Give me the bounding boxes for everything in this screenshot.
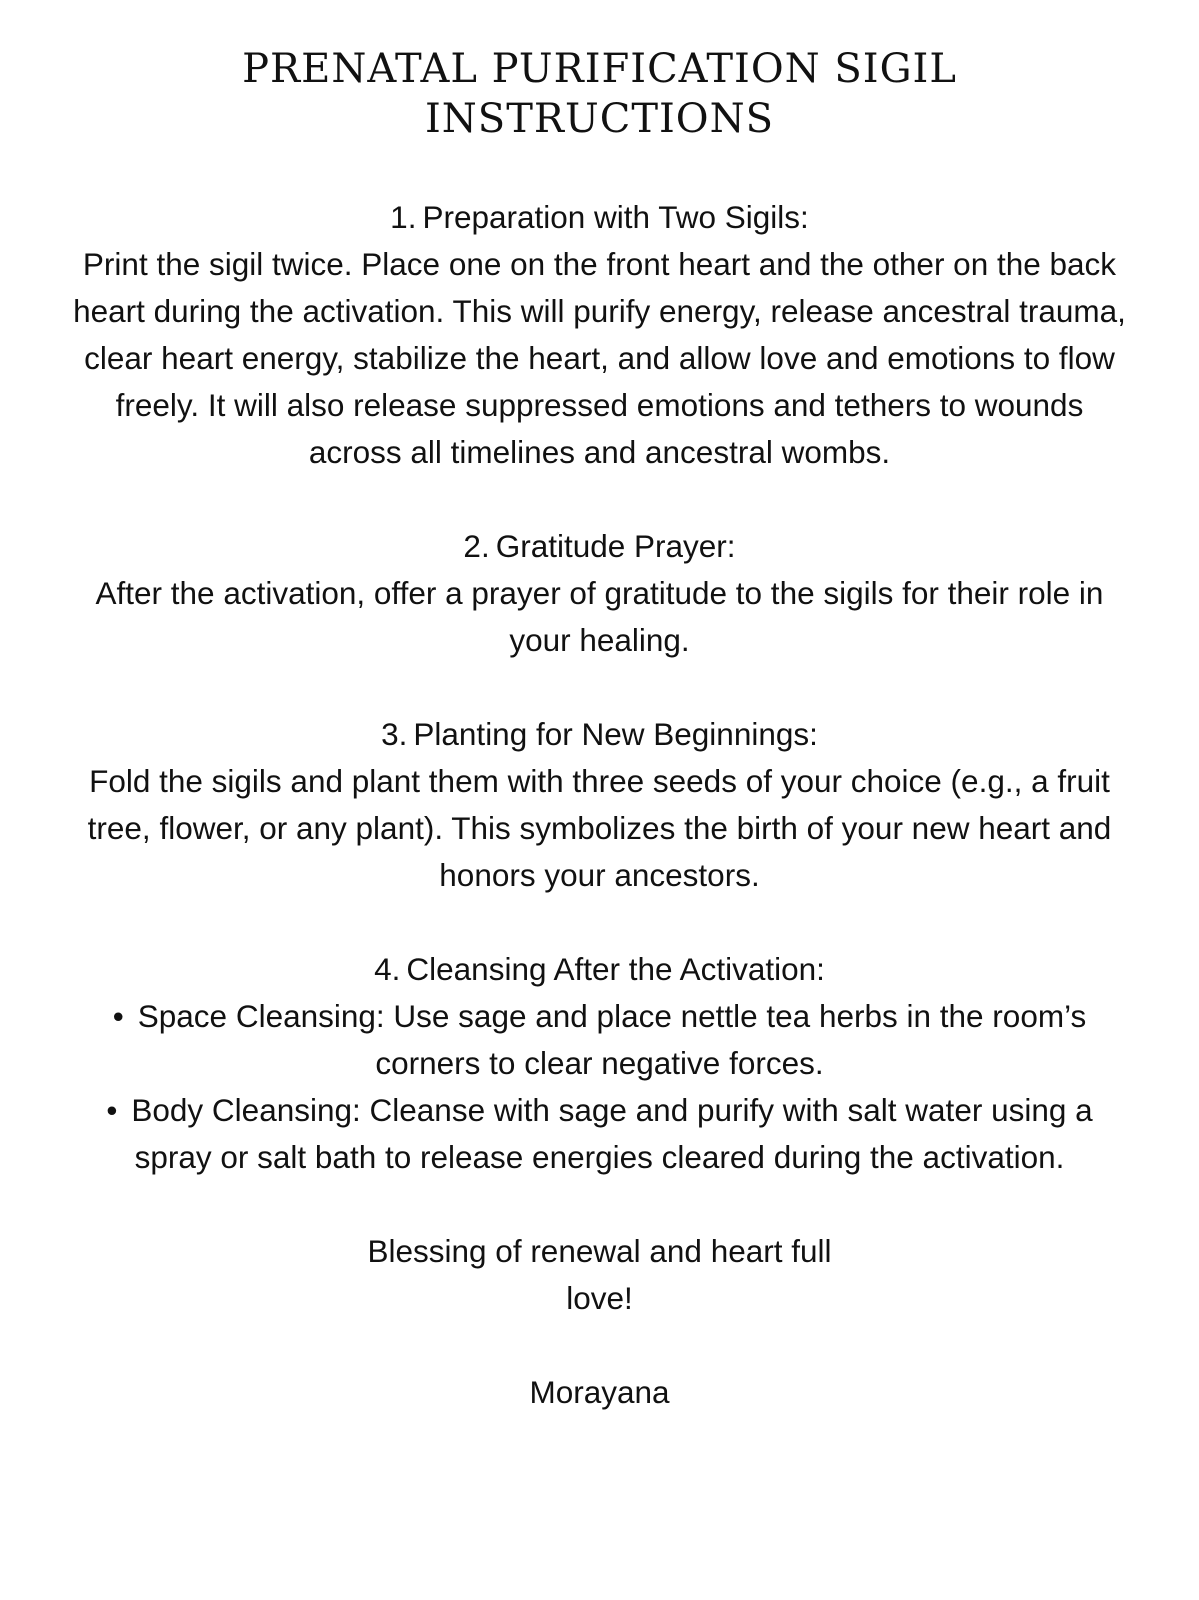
section-title: Preparation with Two Sigils:: [422, 199, 809, 235]
section-title: Planting for New Beginnings:: [413, 716, 818, 752]
bullet-text: Body Cleansing: Cleanse with sage and purify with salt water using a spray or salt bath to release energies cleared during the activation.: [131, 1092, 1093, 1175]
signature: Morayana: [529, 1374, 670, 1410]
section-planting: [0, 711, 1199, 899]
section-title: Gratitude Prayer:: [495, 528, 736, 564]
bullet-item-body-cleansing: [70, 1087, 1130, 1181]
section-preparation: [0, 194, 1199, 476]
closing-line-1: Blessing of renewal and heart full: [367, 1233, 832, 1269]
title-line-1: PRENATAL PURIFICATION SIGIL: [242, 46, 957, 92]
section-number: 2.: [463, 528, 490, 564]
section-number: 1.: [390, 199, 417, 235]
section-text: Fold the sigils and plant them with three seeds of your choice (e.g., a fruit tree, flower, or any plant). This symbolizes the birth of your new heart and honors your ancestors.: [87, 763, 1112, 893]
section-gratitude-prayer: [0, 523, 1199, 664]
section-heading: [0, 523, 1199, 570]
bullet-icon: •: [112, 998, 124, 1034]
section-cleansing: [0, 946, 1199, 1181]
bullet-text: Space Cleansing: Use sage and place nettle tea herbs in the room’s corners to clear negative forces.: [137, 998, 1087, 1081]
bullet-icon: •: [106, 1092, 118, 1128]
section-text: After the activation, offer a prayer of gratitude to the sigils for their role in your healing.: [95, 575, 1104, 658]
closing-blessing: [0, 1228, 1199, 1322]
section-heading: [0, 194, 1199, 241]
section-number: 4.: [374, 951, 401, 987]
closing-line-2: love!: [566, 1280, 633, 1316]
section-heading: [0, 946, 1199, 993]
title-line-2: INSTRUCTIONS: [425, 96, 774, 142]
page-title: [0, 0, 1199, 144]
instructions-body: [0, 194, 1199, 1416]
section-text: Print the sigil twice. Place one on the front heart and the other on the back heart during the activation. This will purify energy, release ancestral trauma, clear heart energy, stabilize the heart, and allow love and emotions to flow freely. It will also release suppressed emotions and tethers to wounds across all timelines and ancestral wombs.: [73, 246, 1126, 470]
section-heading: [0, 711, 1199, 758]
section-number: 3.: [381, 716, 408, 752]
bullet-item-space-cleansing: [70, 993, 1130, 1087]
section-title: Cleansing After the Activation:: [406, 951, 825, 987]
